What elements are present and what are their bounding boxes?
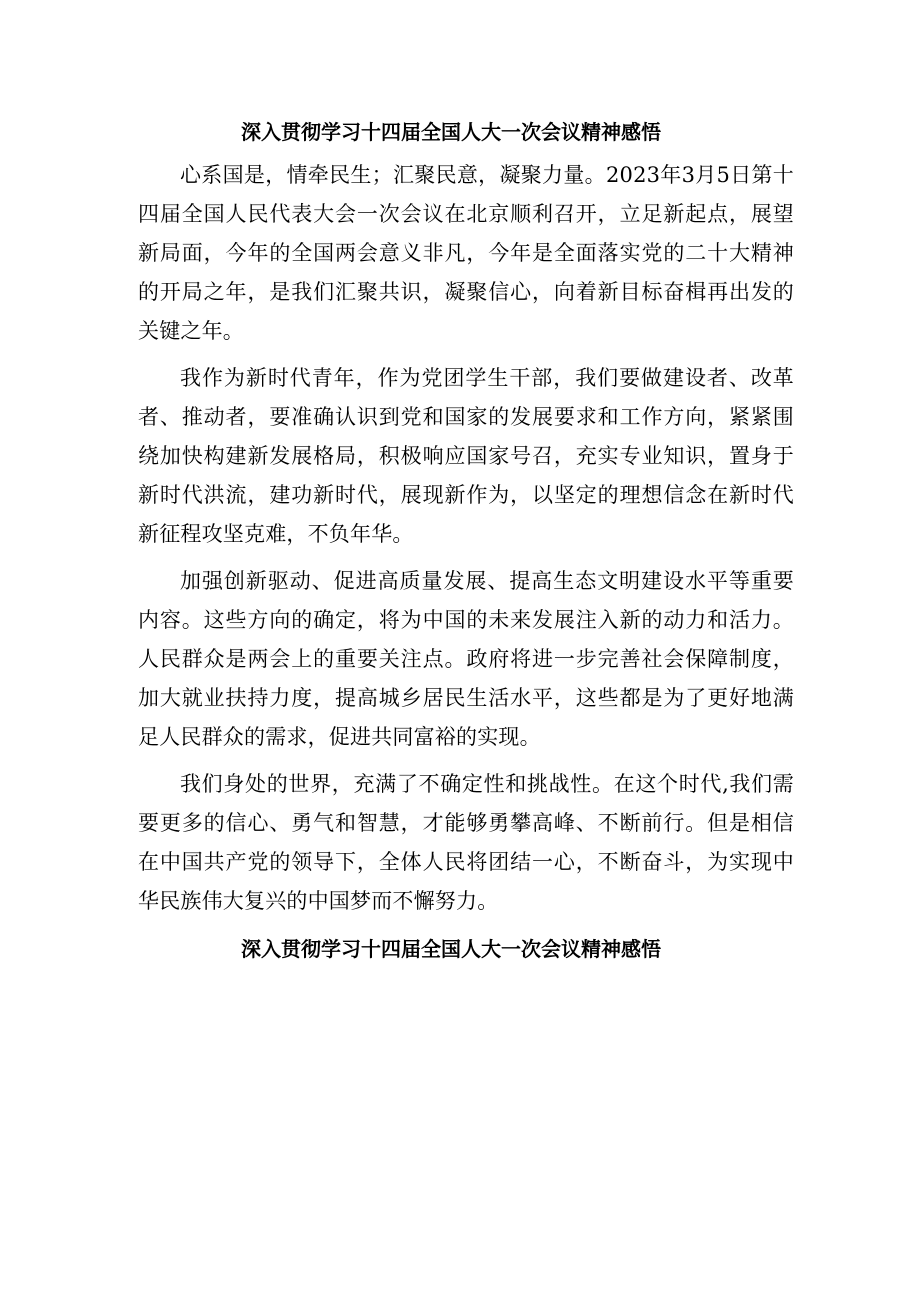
document-body — [138, 112, 794, 973]
paragraph-2: 我作为新时代青年，作为党团学生干部，我们要做建设者、改革者、推动者，要准确认识到党和国家的发展要求和工作方向，紧紧围绕加快构建新发展格局，积极响应国家号召，充实专业知识，置身于新时代洪流，建功新时代，展现新作为，以坚定的理想信念在新时代新征程攻坚克难，不负年华。 — [138, 366, 794, 546]
document-title: 深入贯彻学习十四届全国人大一次会议精神感悟 — [241, 120, 661, 144]
paragraph-3: 加强创新驱动、促进高质量发展、提高生态文明建设水平等重要内容。这些方向的确定，将为中国的未来发展注入新的动力和活力。人民群众是两会上的重要关注点。政府将进一步完善社会保障制度，加大就业扶持力度，提高城乡居民生活水平，这些都是为了更好地满足人民群众的需求，促进共同富裕的实现。 — [138, 569, 794, 749]
paragraph-1: 心系国是，情牵民生；汇聚民意，凝聚力量。2023年3月5日第十四届全国人民代表大会一次会议在北京顺利召开，立足新起点，展望新局面，今年的全国两会意义非凡，今年是全面落实党的二十大精神的开局之年，是我们汇聚共识，凝聚信心，向着新目标奋楫再出发的关键之年。 — [138, 163, 794, 343]
second-document-title: 深入贯彻学习十四届全国人大一次会议精神感悟 — [241, 937, 661, 961]
paragraph-4: 我们身处的世界，充满了不确定性和挑战性。在这个时代,我们需要更多的信心、勇气和智慧，才能够勇攀高峰、不断前行。但是相信在中国共产党的领导下，全体人民将团结一心，不断奋斗，为实现中华民族伟大复兴的中国梦而不懈努力。 — [138, 772, 794, 913]
